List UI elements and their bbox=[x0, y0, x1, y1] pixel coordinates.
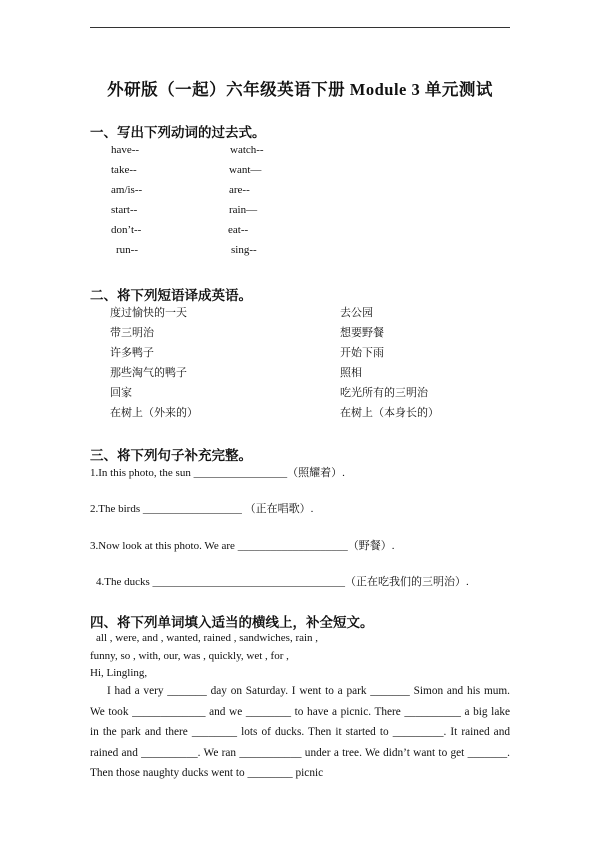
phrase-item: 在树上（本身长的） bbox=[340, 407, 439, 419]
phrase-item: 吃光所有的三明治 bbox=[340, 387, 428, 399]
phrase-item: 照相 bbox=[340, 367, 362, 379]
phrase-item: 开始下雨 bbox=[340, 347, 384, 359]
section4-heading: 四、将下列单词填入适当的横线上，补全短文。 bbox=[90, 615, 374, 630]
verb-rain: rain— bbox=[229, 204, 258, 216]
verb-am-is: am/is-- bbox=[111, 184, 143, 196]
verb-take: take-- bbox=[111, 164, 137, 176]
section1-heading: 一、写出下列动词的过去式。 bbox=[90, 125, 266, 140]
word-bank-line-2: funny, so , with, our, was , quickly, wet , for , bbox=[90, 650, 289, 662]
phrase-item: 带三明治 bbox=[110, 327, 154, 339]
section3-heading: 三、将下列句子补充完整。 bbox=[90, 448, 252, 463]
verb-eat: eat-- bbox=[228, 224, 249, 236]
verb-are: are-- bbox=[229, 184, 250, 196]
phrase-item: 那些淘气的鸭子 bbox=[110, 367, 187, 379]
verb-have: have-- bbox=[111, 144, 140, 156]
phrase-item: 许多鸭子 bbox=[110, 347, 154, 359]
sentence-2: 2.The birds __________________ （正在唱歌）. bbox=[90, 503, 314, 515]
sentence-1: 1.In this photo, the sun _________________（照耀着）. bbox=[90, 467, 345, 479]
page-title: 外研版（一起）六年级英语下册 Module 3 单元测试 bbox=[107, 80, 493, 99]
passage-text: I had a very _______ day on Saturday. I went to a park _______ Simon and his mum. We took _____________ and we ________ to have a picnic. There __________ a big lake in the park and there ________ lots of ducks. Then it started to _________. It rained and rained and __________. We ran ___________ under a tree. We didn’t want to get _______. Then those naughty ducks went to ________ picnic bbox=[90, 685, 510, 780]
phrase-item: 回家 bbox=[110, 387, 132, 399]
cloze-passage bbox=[90, 681, 510, 784]
verb-dont: don’t-- bbox=[111, 224, 142, 236]
verb-want: want— bbox=[229, 164, 262, 176]
verb-watch: watch-- bbox=[230, 144, 264, 156]
verb-start: start-- bbox=[111, 204, 138, 216]
sentence-4: 4.The ducks ___________________________________（正在吃我们的三明治）. bbox=[96, 576, 469, 588]
section2-heading: 二、将下列短语译成英语。 bbox=[90, 288, 252, 303]
sentence-3: 3.Now look at this photo. We are ____________________（野餐）. bbox=[90, 540, 395, 552]
verb-run: run-- bbox=[116, 244, 138, 256]
phrase-item: 去公园 bbox=[340, 307, 373, 319]
verb-sing: sing-- bbox=[231, 244, 257, 256]
phrase-item: 度过愉快的一天 bbox=[110, 307, 187, 319]
letter-greeting: Hi, Lingling, bbox=[90, 667, 148, 679]
word-bank-line-1: all , were, and , wanted, rained , sandwiches, rain , bbox=[96, 632, 319, 644]
top-rule bbox=[90, 27, 510, 28]
phrase-item: 在树上（外来的） bbox=[110, 407, 198, 419]
phrase-item: 想要野餐 bbox=[340, 327, 384, 339]
